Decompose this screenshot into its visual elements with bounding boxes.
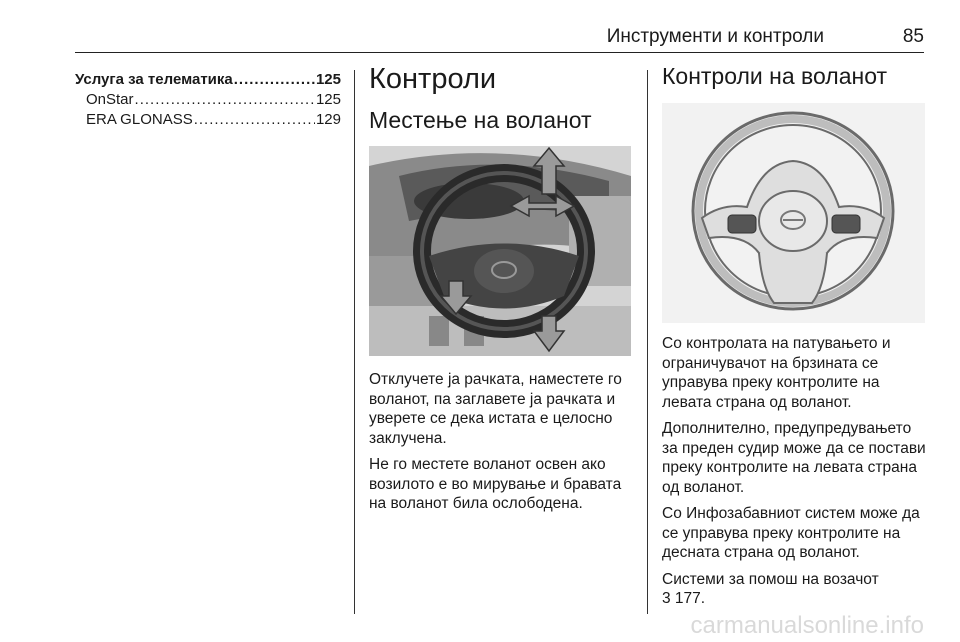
toc-entry[interactable] — [75, 90, 341, 110]
section2-body — [662, 334, 927, 609]
section-body — [369, 370, 637, 514]
header-rule — [75, 52, 924, 53]
watermark: carmanualsonline.info — [690, 612, 924, 639]
paragraph — [662, 570, 927, 609]
toc-entry[interactable] — [75, 70, 341, 90]
page-number: 85 — [902, 26, 924, 47]
page-reference-link[interactable]: 3 177. — [662, 590, 706, 607]
toc-entry-page: 125 — [315, 91, 341, 108]
toc-entry-page: 125 — [315, 71, 341, 88]
steering-wheel-figure — [662, 103, 925, 323]
column-divider — [647, 70, 648, 614]
toc-entry-label: OnStar — [86, 91, 134, 108]
paragraph: Отклучете ја рачката, наместете го воланот, па заглавете ја рачката и уверете се дека истата е целосно заклучена. — [369, 371, 622, 447]
steering-adjust-illustration — [369, 146, 631, 356]
column-divider — [354, 70, 355, 614]
steering-wheel-illustration — [662, 103, 925, 323]
steering-adjust-figure — [369, 146, 631, 356]
header-title: Инструменти и контроли — [606, 26, 824, 47]
paragraph-text: Системи за помош на возачот — [662, 570, 879, 588]
toc-entry-label: Услуга за телематика — [75, 71, 233, 88]
toc-entry[interactable] — [75, 110, 341, 130]
paragraph: Не го местете воланот освен ако возилото е во мирување и бравата на воланот била ослободена. — [369, 456, 622, 512]
paragraph: Со контролата на патувањето и ограничувачот на брзината се управува преку контролите на левата страна од воланот. — [662, 335, 891, 411]
toc-dots — [194, 110, 315, 130]
toc-dots — [234, 70, 315, 90]
paragraph: Со Инфозабавниот систем може да се управува преку контролите на десната страна од воланот. — [662, 505, 920, 561]
toc-dots — [135, 90, 315, 110]
toc-entry-page: 129 — [315, 111, 341, 128]
column-steering-controls — [662, 62, 927, 609]
section-subtitle: Местење на воланот — [369, 107, 592, 133]
toc — [75, 70, 341, 130]
section2-title: Контроли на воланот — [662, 63, 888, 89]
paragraph: Дополнително, предупредувањето за преден судир може да се постави преку контролите на левата страна од воланот. — [662, 420, 926, 496]
toc-entry-label: ERA GLONASS — [86, 111, 193, 128]
section-title: Контроли — [369, 63, 497, 95]
column-steering-adjust — [369, 62, 637, 521]
